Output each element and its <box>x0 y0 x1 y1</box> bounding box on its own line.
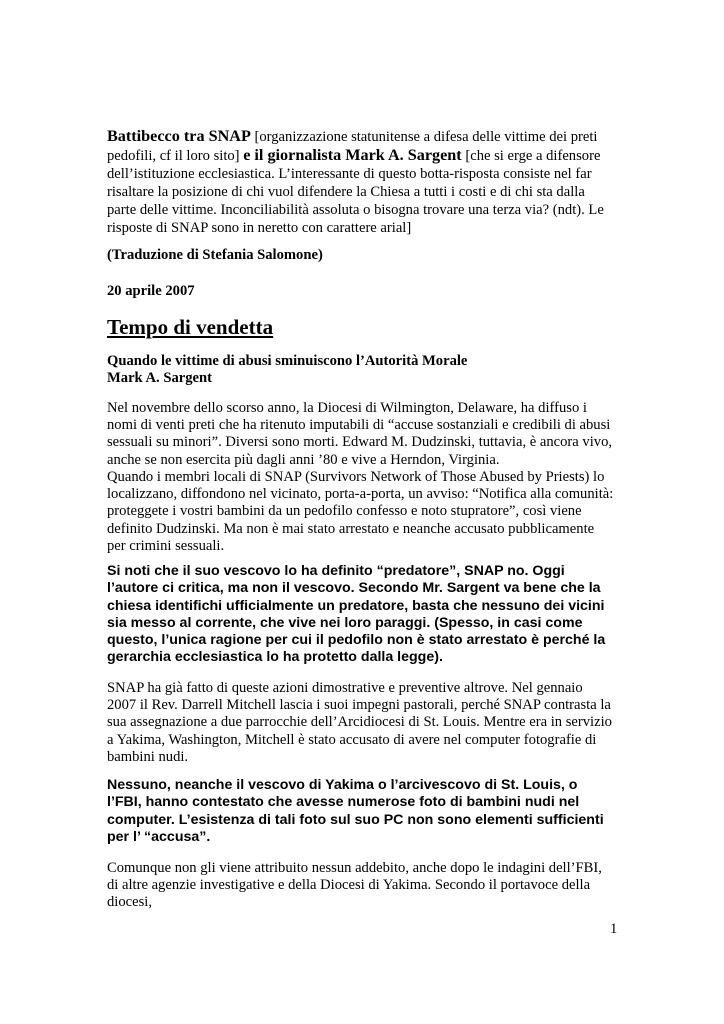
snap-response-1: Si noti che il suo vescovo lo ha definito “predatore”, SNAP no. Oggi l’autore ci critica, ma non il vescovo. Secondo Mr. Sargent va bene che la chiesa identifichi ufficialmente un predatore, basta che nessuno dei vicini sia messo al corrente, che vive nei loro paraggi. (Spesso, in casi come questo, l’unica ragione per cui il pedofilo non è stato arrestato è perché la gerarchia ecclesiastica lo ha protetto dalla legge). <box>107 563 606 666</box>
body-paragraph-3: SNAP ha già fatto di queste azioni dimostrative e preventive altrove. Nel gennaio 2007 il Rev. Darrell Mitchell lascia i suoi impegni pastorali, perché SNAP contrasta la sua assegnazione a due parrocchie dell’Arcidiocesi di St. Louis. Mentre era in servizio a Yakima, Washington, Mitchell è stato accusato di avere nel computer fotografie di bambini nudi. <box>107 680 612 765</box>
article-author: Mark A. Sargent <box>107 370 212 386</box>
article-title: Tempo di vendetta <box>107 315 274 339</box>
intro-text-1: [organizzazione statunitense a difesa delle vittime dei preti pedofili, cf il loro sito] <box>107 129 598 164</box>
intro-lead-sargent: e il giornalista Mark A. Sargent <box>243 146 462 164</box>
intro-lead-snap: Battibecco tra SNAP <box>107 127 251 145</box>
body-paragraph-4: Comunque non gli viene attribuito nessun addebito, anche dopo le indagini dell’FBI, di altre agenzie investigative e della Diocesi di Yakima. Secondo il portavoce della diocesi, <box>107 860 602 911</box>
intro-text-2: [che si erge a difensore dell’istituzione ecclesiastica. L’interessante di questo botta-risposta consiste nel far risaltare la posizione di chi vuol difendere la Chiesa a tutti i costi e di chi sta dalla parte delle vittime. Inconciliabilità assoluta o bisogna trovare una terza via? (ndt). Le risposte di SNAP sono in neretto con carattere arial] <box>107 148 604 236</box>
article-subtitle: Quando le vittime di abusi sminuiscono l’Autorità Morale <box>107 353 468 369</box>
article-date: 20 aprile 2007 <box>107 283 195 299</box>
snap-response-2: Nessuno, neanche il vescovo di Yakima o l’arcivescovo di St. Louis, o l’FBI, hanno contestato che avesse numerose foto di bambini nudi nel computer. L’esistenza di tali foto sul suo PC non sono elementi sufficienti per l’ “accusa”. <box>107 777 604 845</box>
translation-credit: (Traduzione di Stefania Salomone) <box>107 247 323 263</box>
body-paragraph-2: Quando i membri locali di SNAP (Survivors Network of Those Abused by Priests) lo localizzano, diffondono nel vicinato, porta-a-porta, un avviso: “Notifica alla comunità: proteggete i vostri bambini da un pedofilo confesso e noto stupratore”, così viene definito Dudzinski. Ma non è mai stato arrestato e neanche accusato pubblicamente per crimini sessuali. <box>107 469 614 554</box>
body-paragraph-1: Nel novembre dello scorso anno, la Diocesi di Wilmington, Delaware, ha diffuso i nomi di venti preti che ha ritenuto imputabili di “accuse sostanziali e credibili di abusi sessuali su minori”. Diversi sono morti. Edward M. Dudzinski, tuttavia, è ancora vivo, anche se non esercita più dagli anni ’80 e vive a Herndon, Virginia. <box>107 400 613 468</box>
page-number: 1 <box>610 921 618 937</box>
intro-paragraph <box>107 127 615 237</box>
